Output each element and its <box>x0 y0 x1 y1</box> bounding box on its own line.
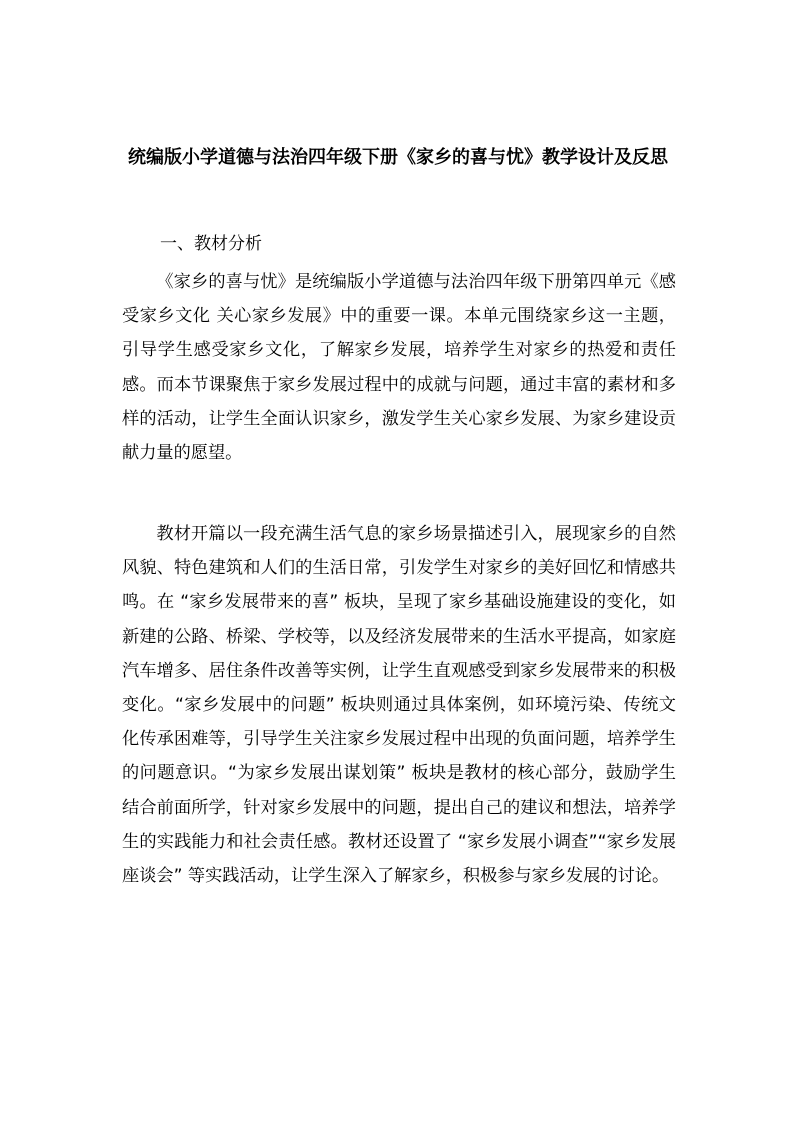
section-heading: 一、教材分析 <box>160 234 262 254</box>
document-title: 统编版小学道德与法治四年级下册《家乡的喜与忧》教学设计及反思 <box>128 147 668 168</box>
paragraph: 教材开篇以一段充满生活气息的家乡场景描述引入，展现家乡的自然风貌、特色建筑和人们的生活日常，引发学生对家乡的美好回忆和情感共鸣。在 “家乡发展带来的喜” 板块，呈现了家乡基础设施建设的变化，如新建的公路、桥梁、学校等，以及经济发展带来的生活水平提高，如家庭汽车增多、居住条件改善等实例，让学生直观感受到家乡发展带来的积极变化。“家乡发展中的问题” 板块则通过具体案例，如环境污染、传统文化传承困难等，引导学生关注家乡发展过程中出现的负面问题，培养学生的问题意识。“为家乡发展出谋划策” 板块是教材的核心部分，鼓励学生结合前面所学，针对家乡发展中的问题，提出自己的建议和想法，培养学生的实践能力和社会责任感。教材还设置了 “家乡发展小调查”“家乡发展座谈会” 等实践活动，让学生深入了解家乡，积极参与家乡发展的讨论。 <box>122 524 676 887</box>
paragraph: 《家乡的喜与忧》是统编版小学道德与法治四年级下册第四单元《感受家乡文化 关心家乡发展》中的重要一课。本单元围绕家乡这一主题，引导学生感受家乡文化，了解家乡发展，培养学生对家乡的热爱和责任感。而本节课聚焦于家乡发展过程中的成就与问题，通过丰富的素材和多样的活动，让学生全面认识家乡，激发学生关心家乡发展、为家乡建设贡献力量的愿望。 <box>122 272 676 464</box>
